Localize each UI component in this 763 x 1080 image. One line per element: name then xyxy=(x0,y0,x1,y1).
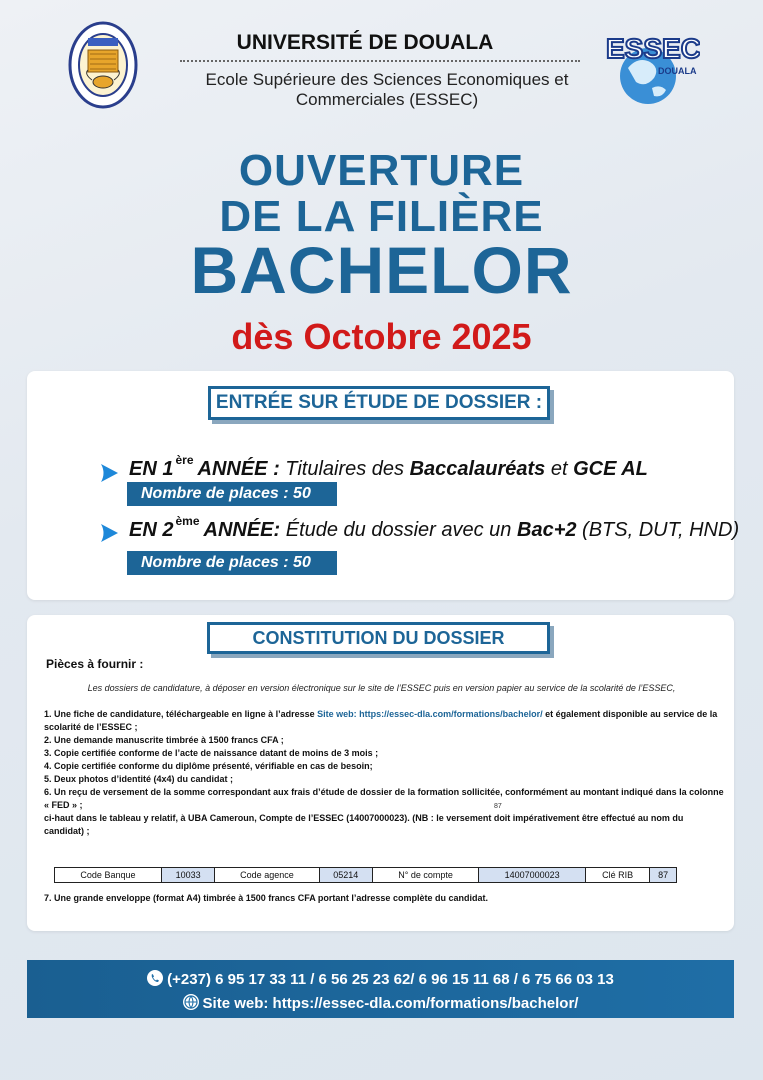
dossier-intro: Les dossiers de candidature, à déposer en version électronique sur le site de l’ESSEC puis en version papier au service de la scolarité de l’ESSEC, xyxy=(87,683,676,693)
year2-desc1: Étude du dossier avec un xyxy=(280,519,517,541)
play-arrow-icon xyxy=(98,522,120,544)
dotted-divider xyxy=(180,60,580,62)
pieces-label: Pièces à fournir : xyxy=(46,657,144,671)
title-line-1: OUVERTURE xyxy=(238,146,525,195)
list-item: 2. Une demande manuscrite timbrée à 1500 francs CFA ; xyxy=(44,735,284,745)
year1-desc2: et xyxy=(545,458,574,480)
title-line-3: BACHELOR xyxy=(190,233,573,307)
year2-sup: ème xyxy=(175,514,200,528)
year2-bold1: Bac+2 xyxy=(517,519,577,541)
year1-sup: ère xyxy=(175,453,194,467)
bank-details-table xyxy=(54,867,677,883)
table-row xyxy=(55,868,677,883)
tiny-note: 87 xyxy=(494,803,502,810)
year2-line xyxy=(129,514,740,542)
code-agence-label: Code agence xyxy=(215,868,319,883)
logo-wordmark: ESSEC xyxy=(606,33,700,64)
entry-heading: ENTRÉE SUR ÉTUDE DE DOSSIER : xyxy=(208,386,550,420)
globe-icon xyxy=(183,994,199,1010)
rib-label: Clé RIB xyxy=(586,868,650,883)
play-arrow-icon xyxy=(98,462,120,484)
list-item: ci-haut dans le tableau y relatif, à UBA Cameroun, Compte de l’ESSEC (14007000023). (NB : le versement doit impérativement être effectué au nom du candidat) ; xyxy=(44,813,684,836)
list-item: 1. Une fiche de candidature, téléchargeable en ligne à l’adresse Site web: https://essec-dla.com/formations/bachelor/ et également disponible au service de la scolarité de l’ESSEC ; xyxy=(44,709,718,732)
list-item: 3. Copie certifiée conforme de l’acte de naissance datant de moins de 3 mois ; xyxy=(44,748,379,758)
list-item: 5. Deux photos d’identité (4x4) du candidat ; xyxy=(44,774,234,784)
code-banque-label: Code Banque xyxy=(55,868,162,883)
university-seal xyxy=(68,20,138,110)
school-name: Ecole Supérieure des Sciences Economiques et Commerciales (ESSEC) xyxy=(205,70,569,109)
application-link[interactable]: Site web: https://essec-dla.com/formations/bachelor/ xyxy=(317,709,543,719)
requirements-list xyxy=(44,708,724,838)
title-line-2: DE LA FILIÈRE xyxy=(219,192,544,241)
rib-value: 87 xyxy=(650,868,677,883)
website-link[interactable]: Site web: https://essec-dla.com/formations/bachelor/ xyxy=(202,995,579,1012)
start-date: dès Octobre 2025 xyxy=(231,316,532,357)
essec-logo xyxy=(602,28,700,108)
list-item: 6. Un reçu de versement de la somme correspondant aux frais d’étude de dossier de la formation sollicitée, conformément au montant indiqué dans la colonne « FED » ; xyxy=(44,787,724,810)
website-line xyxy=(27,994,734,1012)
year2-en: EN 2 xyxy=(129,519,174,541)
year2-places: Nombre de places : 50 xyxy=(127,551,337,575)
year2-annee: ANNÉE: xyxy=(203,519,281,541)
year1-bold1: Baccalauréats xyxy=(409,458,546,480)
year1-places: Nombre de places : 50 xyxy=(127,482,337,506)
year1-annee: ANNÉE : xyxy=(197,458,280,480)
compte-label: N° de compte xyxy=(373,868,479,883)
year1-desc1: Titulaires des xyxy=(279,458,410,480)
list-item: 7. Une grande enveloppe (format A4) timbrée à 1500 francs CFA portant l’adresse complète du candidat. xyxy=(44,893,488,903)
code-agence-value: 05214 xyxy=(319,868,372,883)
year1-line xyxy=(129,453,648,481)
year1-en: EN 1 xyxy=(129,458,174,480)
phone-numbers: (+237) 6 95 17 33 11 / 6 56 25 23 62/ 6 96 15 11 68 / 6 75 66 03 13 xyxy=(167,971,614,988)
whatsapp-icon xyxy=(147,970,163,986)
logo-subtext: DOUALA xyxy=(658,66,697,76)
year1-bold2: GCE AL xyxy=(573,458,648,480)
dossier-heading: CONSTITUTION DU DOSSIER xyxy=(207,622,550,654)
phone-line xyxy=(27,970,734,988)
university-title: UNIVERSITÉ DE DOUALA xyxy=(236,31,494,54)
year2-desc2: (BTS, DUT, HND) xyxy=(576,519,740,541)
compte-value: 14007000023 xyxy=(479,868,586,883)
list-item: 4. Copie certifiée conforme du diplôme présenté, vérifiable en cas de besoin; xyxy=(44,761,373,771)
code-banque-value: 10033 xyxy=(161,868,214,883)
